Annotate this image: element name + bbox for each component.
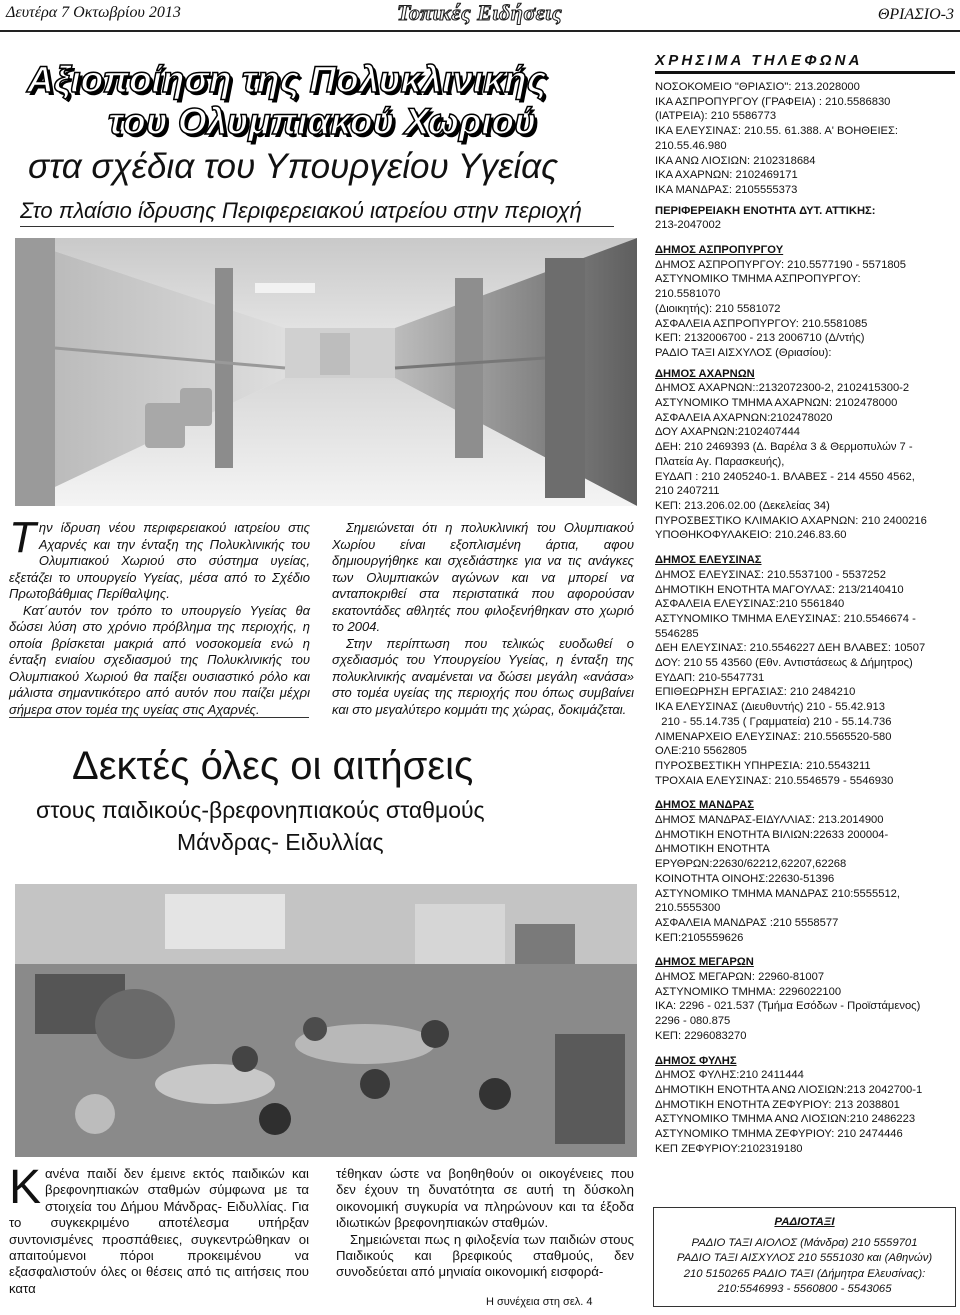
phone-line: 5546285 (655, 627, 699, 640)
phone-line: ΚΕΠ: 2132006700 - 213 2006710 (Δ/ντής) (655, 332, 865, 345)
phone-line: ΑΣΤΥΝΟΜΙΚΟ ΤΜΗΜΑ ΑΝΩ ΛΙΟΣΙΩΝ:210 2486223 (655, 1113, 916, 1126)
phone-line: ΔΗΜΟΤΙΚΗ ΕΝΟΤΗΤΑ ΑΝΩ ΛΙΟΣΙΩΝ:213 2042700-1 (655, 1084, 923, 1096)
phone-line: 2296 - 080.875 (655, 1015, 731, 1028)
subtitle-underline (20, 226, 614, 227)
article-column-1 (9, 513, 310, 718)
phone-line: (ΙΑΤΡΕΙΑ): 210 5586773 (655, 110, 777, 123)
phone-line: ΔΕΗ ΕΛΕΥΣΙΝΑΣ: 210.5546227 ΔΕΗ ΒΛΑΒΕΣ: 10507 (655, 642, 926, 655)
phone-line: ΔΕΗ: 210 2469393 (Δ. Βαρέλα 3 & Θερμοπυλών 7 - (655, 441, 913, 454)
section-heading: ΔΗΜΟΣ ΑΣΠΡΟΠΥΡΓΟΥ (655, 244, 784, 257)
phone-line: ΝΟΣΟΚΟΜΕΙΟ "ΘΡΙΑΣΙΟ": 213.2028000 (655, 81, 860, 93)
phone-line: ΔΗΜΟΣ ΑΧΑΡΝΩΝ::2132072300-2, 2102415300-2 (655, 382, 910, 395)
header-divider (0, 30, 960, 32)
continued-on-page: Η συνέχεια στη σελ. 4 (486, 1296, 593, 1308)
section-heading: ΔΗΜΟΣ ΜΕΓΑΡΩΝ (655, 956, 754, 969)
headline2-line3: Μάνδρας- Ειδυλλίας (177, 829, 384, 855)
taxi-line: ΡΑΔΙΟ ΤΑΞΙ ΑΙΣΧΥΛΟΣ 210 5551030 και (Αθηνών) (676, 1252, 933, 1265)
phones-title: ΧΡΗΣΙΜΑ ΤΗΛΕΦΩΝΑ (655, 52, 863, 69)
phone-line: 210 - 55.14.735 ( Γραμματεία) 210 - 55.14.736 (655, 715, 892, 728)
phone-line: ΠΥΡΟΣΒΕΣΤΙΚΟ ΚΛΙΜΑΚΙΟ ΑΧΑΡΝΩΝ: 210 2400216 (655, 514, 927, 527)
phone-line: ΙΚΑ ΜΑΝΔΡΑΣ: 2105555373 (655, 183, 798, 196)
section-heading: ΔΗΜΟΣ ΑΧΑΡΝΩΝ (655, 367, 755, 380)
section-heading: ΔΗΜΟΣ ΕΛΕΥΣΙΝΑΣ (655, 554, 762, 567)
article2-column-2 (336, 1166, 634, 1281)
headline2-line2: στους παιδικούς-βρεφονηπιακούς σταθμούς (36, 797, 485, 823)
article-column-2 (332, 520, 634, 718)
phone-line: ΔΗΜΟΤΙΚΗ ΕΝΟΤΗΤΑ ΖΕΦΥΡΙΟΥ: 213 2038801 (655, 1098, 900, 1111)
phone-line: ΑΣΦΑΛΕΙΑ ΑΣΠΡΟΠΥΡΓΟΥ: 210.5581085 (655, 317, 868, 330)
article-paragraph: ανένα παιδί δεν έμεινε εκτός παιδικών και βρεφονηπιακών σταθμών σύμφωνα με τα στοιχεία του Δήμου Μάνδρας- Ειδυλλίας. Για το συγκεκριμένο αποτέλεσμα υπήρξαν συντονισμένες προσπάθειες, συγκεντρώθηκαν οι απαιτούμενοι πόροι προκειμένου να εξασφαλιστούν όλες οι θέσεις από τις αιτήσεις που κατα (9, 1166, 309, 1296)
taxi-line: ΡΑΔΙΟ ΤΑΞΙ ΑΙΟΛΟΣ (Μάνδρα) 210 5559701 (691, 1237, 918, 1249)
phone-line: ΑΣΤΥΝΟΜΙΚΟ ΤΜΗΜΑ ΑΧΑΡΝΩΝ: 2102478000 (655, 397, 898, 410)
phone-line: (Διοικητής): 210 5581072 (655, 302, 781, 315)
phone-line: 210.5555300 (655, 902, 721, 915)
phone-line: ΙΚΑ ΑΝΩ ΛΙΟΣΙΩΝ: 2102318684 (655, 154, 816, 167)
phone-line: ΔΗΜΟΣ ΕΛΕΥΣΙΝΑΣ: 210.5537100 - 5537252 (655, 568, 886, 581)
section-heading: ΔΗΜΟΣ ΦΥΛΗΣ (655, 1054, 737, 1067)
article-paragraph: ην ίδρυση νέου περιφερειακού ιατρείου στις Αχαρνές και την ένταξη της Πολυκλινικής του Ολυμπιακού Χωριού στο σύστημα υγείας, εξετάζει το υπουργείο Υγείας, μέσα από το Σχέδιο Πρωτοβάθμιας Περίθαλψης. (9, 520, 310, 601)
phone-line: ΚΕΠ:2105559626 (655, 931, 744, 944)
article-paragraph: Στην περίπτωση που τελικώς ευοδωθεί ο σχεδιασμός του Υπουργείου Υγείας, η ένταξη της πολυκλινικής αναμένεται να δώσει μεγάλη «ανάσα» στο τομέα υγείας της περιοχής που όπως συμβαίνει και στο μεγαλύτερο κομμάτι της χώρας, δοκιμάζεται. (332, 635, 634, 717)
phone-line: ΚΕΠ: 213.206.02.00 (Δεκελείας 34) (655, 499, 830, 512)
page-label: ΘΡΙΑΣΙΟ-3 (877, 6, 954, 23)
section-heading: ΠΕΡΙΦΕΡΕΙΑΚΗ ΕΝΟΤΗΤΑ ΔΥΤ. ΑΤΤΙΚΗΣ: (655, 204, 876, 217)
phone-line: ΚΕΠ: 2296083270 (655, 1029, 747, 1042)
taxi-line: 210:5546993 - 5560800 - 5543065 (717, 1283, 892, 1296)
radio-taxi-title: ΡΑΔΙΟΤΑΞΙ (774, 1216, 835, 1228)
phone-line: ΙΚΑ ΑΣΠΡΟΠΥΡΓΟΥ (ΓΡΑΦΕΙΑ) : 210.5586830 (655, 95, 891, 108)
article-paragraph: τέθηκαν ώστε να βοηθηθούν οι οικογένειες που δεν έχουν τη δυνατότητα σε αυτή τη δύσκολη οικονομική συγκυρία να πληρώνουν και τα έξοδα ιδιωτικών βρεφονηπιακών σταθμών. (336, 1166, 634, 1231)
phone-line: ΚΟΙΝΟΤΗΤΑ ΟΙΝΟΗΣ:22630-51396 (655, 872, 835, 885)
article2-column-1 (9, 1161, 309, 1297)
phone-line: ΑΣΤΥΝΟΜΙΚΟ ΤΜΗΜΑ ΑΣΠΡΟΠΥΡΓΟΥ: (655, 273, 861, 286)
phone-line: 213-2047002 (655, 219, 721, 232)
phone-line: ΔΗΜΟΣ ΜΕΓΑΡΩΝ: 22960-81007 (655, 971, 825, 984)
phone-line: ΔΗΜΟΣ ΦΥΛΗΣ:210 2411444 (655, 1069, 804, 1082)
phone-line: 210.5581070 (655, 288, 721, 301)
phone-line: ΑΣΤΥΝΟΜΙΚΟ ΤΜΗΜΑ ΖΕΦΥΡΙΟΥ: 210 2474446 (655, 1128, 903, 1141)
phone-line: ΕΡΥΘΡΩΝ:22630/62212,62207,62268 (655, 858, 847, 871)
section-heading: ΔΗΜΟΣ ΜΑΝΔΡΑΣ (655, 799, 754, 812)
dropcap: Κ (9, 1161, 42, 1214)
article-paragraph: Σημειώνεται πως η φιλοξενία των παιδιών στους Παιδικούς και βρεφικούς σταθμούς, δεν συνοδεύεται από μηνιαία οικονομική εισφορά- (336, 1231, 634, 1280)
phone-line: ΡΑΔΙΟ ΤΑΞΙ ΑΙΣΧΥΛΟΣ (Θριασίου): (655, 346, 832, 359)
headline-line1: Αξιοποίηση της Πολυκλινικής (27, 59, 547, 100)
article-paragraph: Κατ΄αυτόν τον τρόπο το υπουργείο Υγείας θα δώσει λύση στο χρόνιο πρόβλημα της περιοχής, η οποία βρίσκεται μακριά από νοσοκομεία ενώ η ένταξη ενιαίου σχεδιασμού της Πολυκλινικής του Ολυμπιακού Χωριού θα παίξει ουσιαστικό ρόλο και μάλιστα σημαντικότερο από αυτόν που παίζει μέχρι σήμερα στον τομέα της υγείας στις Αχαρνές. (9, 602, 310, 717)
phone-line: ΚΕΠ ΖΕΦΥΡΙΟΥ:2102319180 (655, 1142, 803, 1155)
phone-line: ΑΣΦΑΛΕΙΑ ΜΑΝΔΡΑΣ :210 5558577 (655, 916, 839, 929)
phones-title-rule (655, 71, 955, 74)
phone-line: ΑΣΤΥΝΟΜΙΚΟ ΤΜΗΜΑ ΕΛΕΥΣΙΝΑΣ: 210.5546674 - (655, 612, 916, 625)
headline2-line1: Δεκτές όλες οι αιτήσεις (72, 744, 474, 788)
dropcap: Τ (9, 513, 36, 562)
phone-line: ΑΣΦΑΛΕΙΑ ΑΧΑΡΝΩΝ:2102478020 (655, 411, 833, 424)
phone-line: ΔΗΜΟΣ ΑΣΠΡΟΠΥΡΓΟΥ: 210.5577190 - 5571805 (655, 258, 906, 271)
phone-line: ΙΚΑ ΕΛΕΥΣΙΝΑΣ: 210.55. 61.388. Α' ΒΟΗΘΕΙΕΣ: (655, 125, 899, 138)
hospital-corridor-photo (15, 238, 637, 506)
phone-line: ΑΣΤΥΝΟΜΙΚΟ ΤΜΗΜΑ: 2296022100 (655, 985, 842, 998)
phone-line: ΙΚΑ ΑΧΑΡΝΩΝ: 2102469171 (655, 169, 798, 182)
column-divider (9, 717, 309, 718)
phone-line: ΤΡΟΧΑΙΑ ΕΛΕΥΣΙΝΑΣ: 210.5546579 - 5546930 (655, 774, 894, 787)
phone-line: ΕΠΙΘΕΩΡΗΣΗ ΕΡΓΑΣΙΑΣ: 210 2484210 (655, 686, 856, 699)
taxi-line: 210 5150265 ΡΑΔΙΟ ΤΑΞΙ (Δήμητρα Ελευσίνας): (683, 1267, 926, 1280)
phones-directory (655, 80, 957, 1157)
headline-line2: του Ολυμπιακού Χωριού (108, 101, 537, 142)
phone-line: ΠΥΡΟΣΒΕΣΤΙΚΗ ΥΠΗΡΕΣΙΑ: 210.5543211 (655, 759, 871, 772)
kindergarten-photo (15, 884, 637, 1157)
radio-taxi-list (653, 1236, 956, 1298)
headline-line3: στα σχέδια του Υπουργείου Υγείας (28, 147, 559, 186)
phone-line: ΔΗΜΟΣ ΜΑΝΔΡΑΣ-ΕΙΔΥΛΛΙΑΣ: 213.2014900 (655, 814, 884, 827)
phone-line: ΔΗΜΟΤΙΚΗ ΕΝΟΤΗΤΑ ΜΑΓΟΥΛΑΣ: 213/2140410 (655, 583, 904, 596)
phone-line: Πλατεία Αγ. Παρασκευής), (655, 455, 785, 468)
phone-line: ΔΟΥ: 210 55 43560 (Εθν. Αντιστάσεως & Δήμητρος) (655, 657, 913, 670)
headline-subtitle: Στο πλαίσιο ίδρυσης Περιφερειακού ιατρείου στην περιοχή (20, 198, 582, 223)
phone-line: ΔΗΜΟΤΙΚΗ ΕΝΟΤΗΤΑ (655, 843, 770, 856)
phone-line: ΥΠΟΘΗΚΟΦΥΛΑΚΕΙΟ: 210.246.83.60 (655, 529, 847, 542)
phone-line: ΑΣΦΑΛΕΙΑ ΕΛΕΥΣΙΝΑΣ:210 5561840 (655, 598, 845, 611)
article-paragraph: Σημειώνεται ότι η πολυκλινική του Ολυμπιακού Χωρίου είναι εξοπλισμένη άρτια, αφου δημιουργήθηκε και σχεδιάστηκε για να τις ανάγκες των Ολυμπιακών αγώνων και να μπορεί να ανταποκριθεί στα περιστατικά που αφορούσαν εκατοντάδες αθλητές που φιλοξενήθηκαν στο χωριό το 2004. (332, 520, 634, 634)
phone-line: ΔΟΥ ΑΧΑΡΝΩΝ:2102407444 (655, 426, 801, 439)
issue-date: Δευτέρα 7 Οκτωβρίου 2013 (6, 4, 181, 21)
phone-line: ΟΛΕ:210 5562805 (655, 745, 747, 758)
phone-line: ΙΚΑ: 2296 - 021.537 (Τμήμα Εσόδων - Προϊστάμενος) (655, 1000, 921, 1013)
phone-line: ΑΣΤΥΝΟΜΙΚΟ ΤΜΗΜΑ ΜΑΝΔΡΑΣ 210:5555512, (655, 887, 900, 900)
phone-line: ΛΙΜΕΝΑΡΧΕΙΟ ΕΛΕΥΣΙΝΑΣ: 210.5565520-580 (655, 730, 892, 743)
phone-line: ΕΥΔΑΠ: 210-5547731 (655, 671, 765, 684)
phone-line: ΔΗΜΟΤΙΚΗ ΕΝΟΤΗΤΑ ΒΙΛΙΩΝ:22633 200004- (655, 828, 889, 841)
phone-line: ΙΚΑ ΕΛΕΥΣΙΝΑΣ (Διευθυντής) 210 - 55.42.913 (655, 701, 885, 714)
phone-line: 210.55.46.980 (655, 139, 727, 152)
phone-line: 210 2407211 (655, 485, 720, 498)
section-title: Τοπικές Ειδήσεις (397, 0, 563, 25)
phone-line: ΕΥΔΑΠ : 210 2405240-1. ΒΛΑΒΕΣ - 214 4550 4562, (655, 470, 915, 483)
